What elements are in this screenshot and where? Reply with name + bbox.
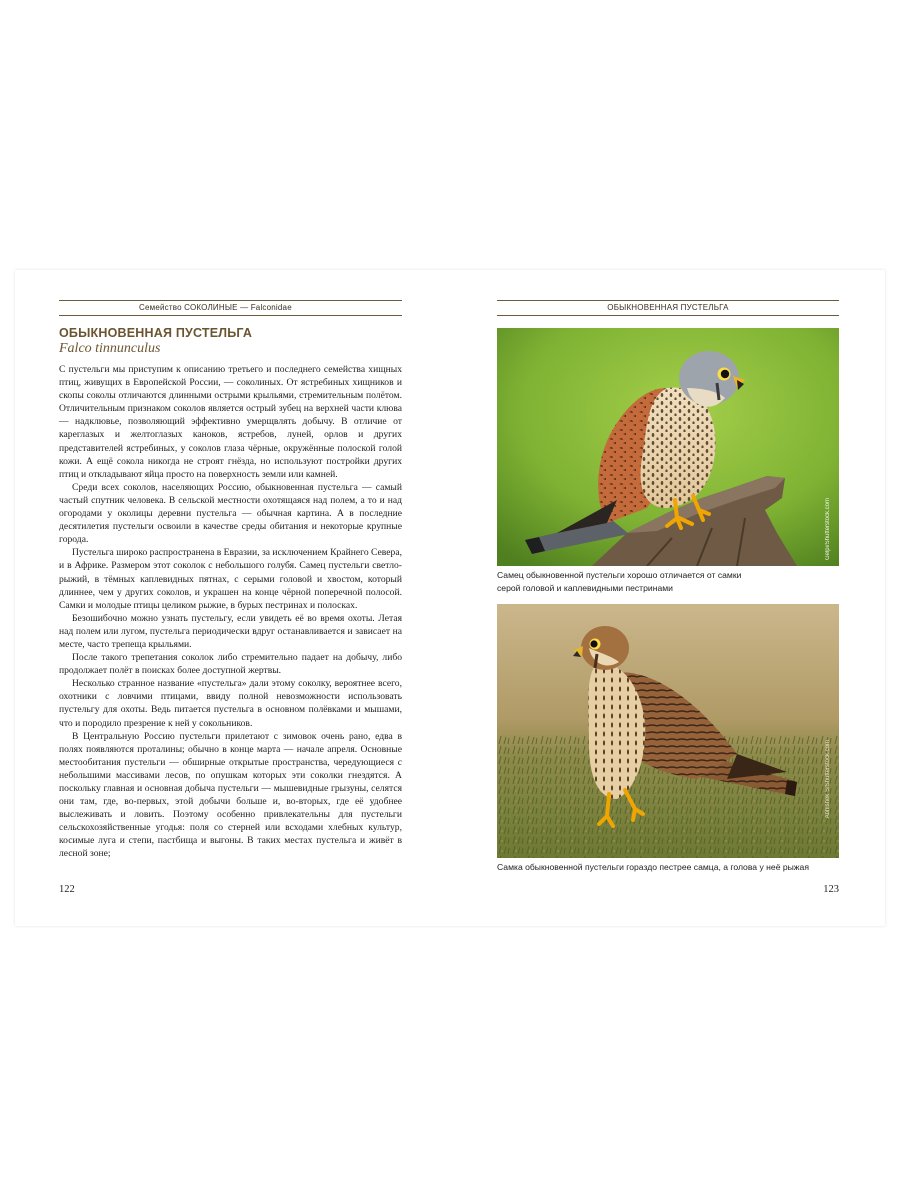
page-number-left: 122 [59,884,75,895]
paragraph: Среди всех соколов, населяющих Россию, обыкновенная пустельга — самый частый спутник человека. В сельской местности охотящаяся над полем, а то и над огородами у околицы деревни пустельга — обычная картина. А в последние десятилетия пустельги освоили в качестве среды обитания и некоторые крупные города. [59,481,402,546]
paragraph: После такого трепетания соколок либо стремительно падает на добычу, либо продолжает полёт в поисках более доступной жертвы. [59,652,402,677]
body-text [59,363,402,861]
book-spread [15,270,885,926]
photo-female-kestrel [497,604,839,858]
species-title: ОБЫКНОВЕННАЯ ПУСТЕЛЬГА [59,326,253,340]
kestrel-female-illustration [497,604,839,858]
photo-male-kestrel [497,328,839,566]
kestrel-male-illustration [497,328,839,566]
running-head-right: ОБЫКНОВЕННАЯ ПУСТЕЛЬГА [497,300,839,316]
paragraph: Безошибочно можно узнать пустельгу, если увидеть её во время охоты. Летая над полем или лугом, пустельга периодически вдруг останавливается и зависает на месте, часто трепеща крыльями. [59,612,402,650]
right-page [497,270,839,926]
page-number-right: 123 [823,884,839,895]
left-page [59,270,402,926]
running-head-left: Семейство СОКОЛИНЫЕ — Falconidae [59,300,402,316]
paragraph: Пустельга широко распространена в Евразии, за исключением Крайнего Севера, и в Африке. Размером этот соколок с небольшого голубя. Самец пустельги светло-рыжий, в тёмных каплевидных пятнах, с серыми головой и хвостом, который длиннее, чем у других соколов, и украшен на конце чёрной поперечной полосой. Самки и молодые птицы целиком рыжие, в бурых пестринах и полосках. [59,547,402,611]
caption-female: Самка обыкновенной пустельги гораздо пестрее самца, а голова у неё рыжая [497,862,809,872]
species-latin-name: Falco tinnunculus [59,341,161,356]
photo-credit-female: Abhishek S/Shutterstock.com [825,739,831,818]
photo-credit-male: Gelpi/Shutterstock.com [825,497,831,560]
caption-male: Самец обыкновенной пустельги хорошо отличается от самки серой головой и каплевидными пестринами [497,570,742,593]
paragraph: В Центральную Россию пустельги прилетают с зимовок очень рано, едва в полях появляются проталины; обычно в конце марта — начале апреля. Основные местообитания пустельги — обширные открытые пространства, чередующиеся с небольшими массивами лесов, по опушкам которых эти соколки гнездятся. А поскольку главная и основная добыча пустельги — мышевидные грызуны, селятся они там, где, во-первых, этой добычи больше и, во-вторых, где её удобнее выслеживать и ловить. Поэтому особенно привлекательны для пустельги сельскохозяйственные угодья: поля со стерней или всходами хлебных культур, косимые луга и степи, пастбища и выгоны. В таких местах пустельга и живёт в лесной зоне; [59,730,402,860]
paragraph: Несколько странное название «пустельга» дали этому соколку, вероятнее всего, охотники с ловчими птицами, ввиду полной невозможности использовать пустельгу для охоты. Ведь питается пустельга в основном полёвками и мышами, что и породило презрение к ней у сокольников. [59,678,402,729]
paragraph: С пустельги мы приступим к описанию третьего и последнего семейства хищных птиц, живущих в Европейской России, — соколиных. От ястребиных хищников и скопы соколы отличаются длинными острыми крыльями, стремительным полётом. Отличительным признаком соколов является острый зубец на верхней части клюва — надклювье, позволяющий эффективно умерщвлять добычу. В отличие от карeглазых и желтоглазых каноков, ястребов, луней, орлов и других представителей ястребиных, у соколов глаза чёрные, окружённые полоской голой кожи. А ещё сокола никогда не строят гнёзда, но используют постройки других птиц и откладывают яйца просто на поверхность земли или камней. [59,364,402,480]
